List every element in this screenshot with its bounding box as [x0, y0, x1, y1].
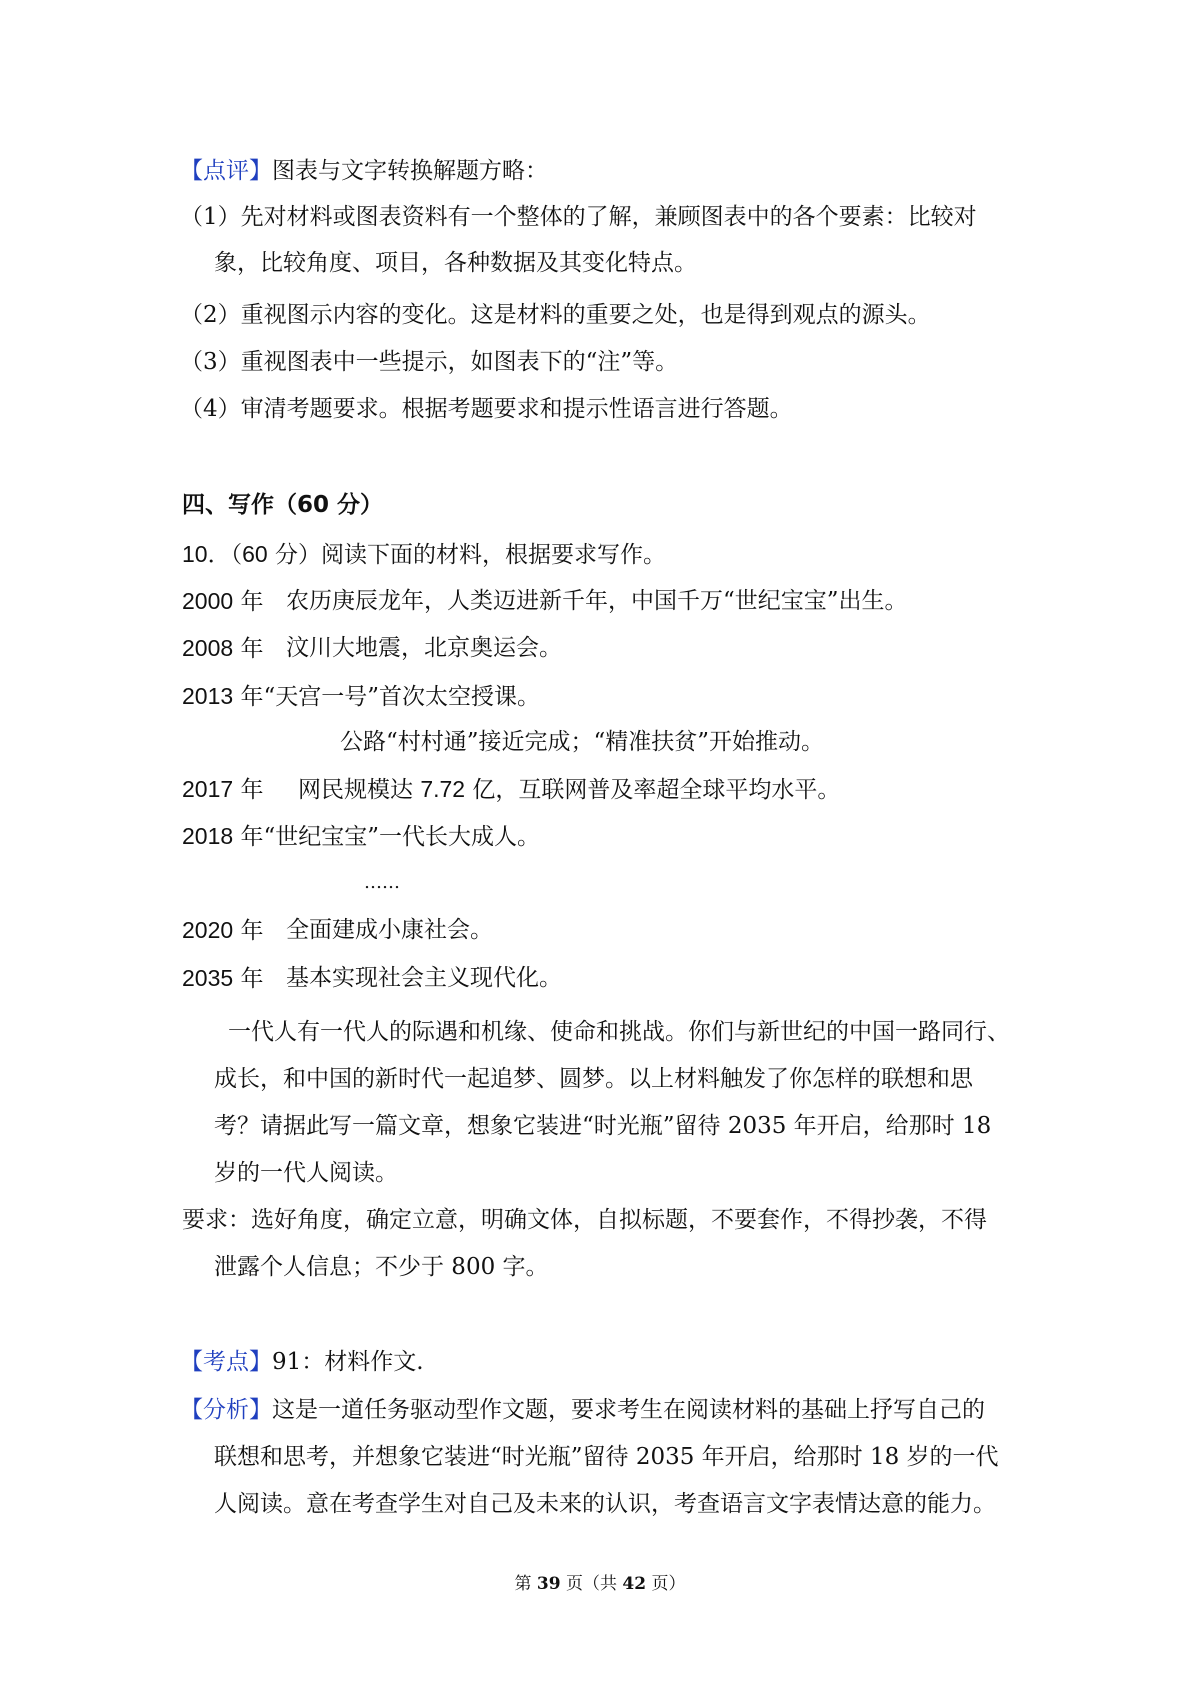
fenxi-line-3: [214, 1487, 996, 1521]
review-tag: 【点评】: [180, 158, 272, 184]
timeline-year-suffix: 年: [233, 684, 264, 710]
review-item-text: 重视图表中一些提示，如图表下的“注”等。: [240, 349, 679, 375]
question-intro-text: 分）阅读下面的材料，根据要求写作。: [267, 542, 666, 568]
requirement-line-1: [182, 1203, 987, 1237]
timeline-ellipsis: [364, 866, 400, 900]
prompt-line-1: [228, 1015, 1010, 1049]
timeline-text: 全面建成小康社会。: [286, 917, 493, 943]
section-heading-score: 60: [297, 492, 330, 518]
review-item-label: （3）: [180, 349, 241, 375]
footer-total-pages: 42: [622, 1574, 647, 1594]
timeline-year: 2035: [182, 965, 234, 991]
timeline-text: [298, 772, 840, 807]
timeline-year: 2013: [182, 683, 234, 709]
fenxi-text: 这是一道任务驱动型作文题，要求考生在阅读材料的基础上抒写自己的: [272, 1397, 985, 1423]
review-item-2: [180, 298, 931, 332]
prompt-text: 成长，和中国的新时代一起追梦、圆梦。以上材料触发了你怎样的联想和思: [214, 1066, 973, 1092]
question-intro: [182, 537, 666, 572]
timeline-year: 2017: [182, 776, 234, 802]
review-item-text: 先对材料或图表资料有一个整体的了解，兼顾图表中的各个要素：比较对: [240, 204, 977, 230]
timeline-year: 2020: [182, 917, 234, 943]
timeline-text: “世纪宝宝”一代长大成人。: [263, 824, 541, 850]
prompt-line-3: [214, 1109, 991, 1143]
review-item-label: （1）: [180, 204, 241, 230]
fenxi-tag: 【分析】: [180, 1397, 272, 1423]
timeline-entry-2008: [182, 631, 562, 666]
review-item-1: [180, 200, 977, 234]
review-item-text: 象，比较角度、项目，各种数据及其变化特点。: [214, 250, 697, 276]
fenxi-text: 人阅读。意在考查学生对自己及未来的认识，考查语言文字表情达意的能力。: [214, 1491, 996, 1517]
timeline-entry-2020: [182, 913, 493, 948]
requirement-text: 要求：选好角度，确定立意，明确文体，自拟标题，不要套作，不得抄袭，不得: [182, 1207, 987, 1233]
timeline-entry-2000: [182, 584, 908, 619]
timeline-text: 公路“村村通”接近完成；“精准扶贫”开始推动。: [340, 729, 825, 755]
review-heading: [180, 154, 548, 188]
requirement-line-2: [214, 1250, 549, 1284]
review-item-4: [180, 392, 793, 426]
review-item-1-cont: [214, 246, 697, 280]
timeline-text: 基本实现社会主义现代化。: [286, 965, 562, 991]
timeline-text: ……: [364, 872, 400, 893]
footer-mid: 页（共: [560, 1574, 623, 1594]
timeline-entry-2018: [182, 819, 540, 854]
section-heading: [182, 488, 383, 522]
question-number: 10．（: [182, 541, 243, 567]
review-item-text: 重视图示内容的变化。这是材料的重要之处，也是得到观点的源头。: [240, 302, 931, 328]
prompt-line-4: [214, 1156, 398, 1190]
timeline-year-suffix: 年: [233, 824, 264, 850]
timeline-entry-2013: [182, 679, 540, 714]
review-item-3: [180, 345, 678, 379]
timeline-year-suffix: 年: [233, 966, 264, 992]
timeline-text: “天宫一号”首次太空授课。: [263, 684, 541, 710]
fenxi-line-2: [214, 1440, 999, 1474]
kaodian-tag: 【考点】: [180, 1349, 272, 1375]
timeline-year: 2000: [182, 588, 234, 614]
footer-page-number: 39: [536, 1574, 561, 1594]
kaodian-text: 91：材料作文.: [272, 1349, 424, 1375]
prompt-text: 一代人有一代人的际遇和机缘、使命和挑战。你们与新世纪的中国一路同行、: [228, 1019, 1010, 1045]
section-heading-end: 分）: [329, 492, 384, 518]
timeline-number: 7.72: [420, 776, 466, 802]
footer-pre: 第: [514, 1574, 537, 1594]
footer-post: 页）: [646, 1574, 686, 1594]
requirement-text: 泄露个人信息；不少于 800 字。: [214, 1254, 549, 1280]
review-title: 图表与文字转换解题方略：: [272, 158, 548, 184]
page-footer: [0, 1572, 1200, 1596]
timeline-year: 2008: [182, 635, 234, 661]
prompt-text: 岁的一代人阅读。: [214, 1160, 398, 1186]
fenxi-line-1: [180, 1393, 985, 1427]
prompt-text: 考？请据此写一篇文章，想象它装进“时光瓶”留待 2035 年开启，给那时 18: [214, 1113, 992, 1139]
kaodian-line: [180, 1345, 424, 1379]
timeline-entry-2013-cont: [340, 725, 824, 759]
review-item-text: 审清考题要求。根据考题要求和提示性语言进行答题。: [240, 396, 793, 422]
timeline-text: 汶川大地震，北京奥运会。: [286, 635, 562, 661]
timeline-year: 2018: [182, 823, 234, 849]
timeline-year-suffix: 年: [233, 589, 264, 615]
timeline-entry-2017: [182, 772, 841, 807]
timeline-year-suffix: 年: [233, 918, 264, 944]
timeline-text: 农历庚辰龙年，人类迈进新千年，中国千万“世纪宝宝”出生。: [286, 588, 908, 614]
fenxi-text: 联想和思考，并想象它装进“时光瓶”留待 2035 年开启，给那时 18 岁的一代: [214, 1444, 999, 1470]
section-heading-text: 四、写作（: [182, 492, 297, 518]
timeline-text-a: 网民规模达: [298, 777, 421, 803]
timeline-entry-2035: [182, 961, 562, 996]
review-item-label: （2）: [180, 302, 241, 328]
question-score: 60: [242, 541, 268, 567]
timeline-year-suffix: 年: [233, 636, 264, 662]
timeline-year-suffix: 年: [233, 777, 264, 803]
timeline-text-b: 亿，互联网普及率超全球平均水平。: [465, 777, 841, 803]
review-item-label: （4）: [180, 396, 241, 422]
prompt-line-2: [214, 1062, 973, 1096]
